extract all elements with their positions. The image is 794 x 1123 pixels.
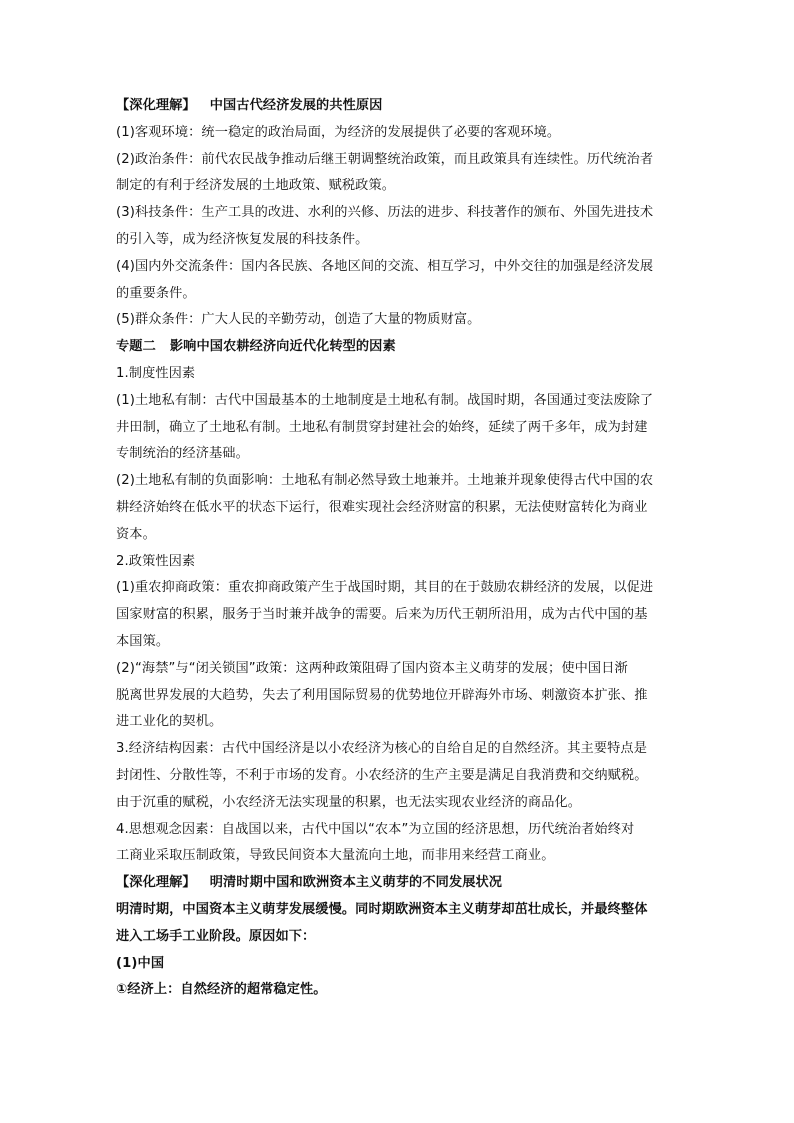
section1-heading (116, 93, 682, 120)
section1-item-3-line-2: 的引入等，成为经济恢复发展的科技条件。 (116, 231, 369, 247)
factor2-item-2-line-3: 进工业化的契机。 (116, 714, 223, 730)
section1-item-2-line-2: 制定的有利于经济发展的土地政策、赋税政策。 (116, 178, 396, 194)
factor3-line-1: 3.经济结构因素：古代中国经济是以小农经济为核心的自给自足的自然经济。其主要特点是 (116, 741, 647, 757)
factor1-item-2-line-3: 资本。 (116, 526, 156, 542)
section2-title: 明清时期中国和欧洲资本主义萌芽的不同发展状况 (209, 875, 503, 891)
factor4-line-2: 工商业采取压制政策，导致民间资本大量流向土地，而非用来经营工商业。 (116, 848, 555, 864)
section2-tag: 【深化理解】 (116, 875, 196, 891)
topic2-label: 专题二 (116, 339, 156, 355)
factor1-item-1-line-2: 井田制，确立了土地私有制。土地私有制贯穿封建社会的始终，延续了两千多年，成为封建 (116, 419, 648, 435)
factor2-item-1-line-2: 国家财富的积累，服务于当时兼并战争的需要。后来为历代王朝所沿用，成为古代中国的基 (116, 607, 648, 623)
factor3-line-2: 封闭性、分散性等，不利于市场的发育。小农经济的生产主要是满足自我消费和交纳赋税。 (116, 767, 648, 783)
section1-item-5: (5)群众条件：广大人民的辛勤劳动，创造了大量的物质财富。 (116, 312, 481, 328)
factor4-line-1: 4.思想观念因素：自战国以来，古代中国以“农本”为立国的经济思想，历代统治者始终对 (116, 821, 635, 837)
factor1-item-2-line-2: 耕经济始终在低水平的状态下运行，很难实现社会经济财富的积累，无法使财富转化为商业 (116, 499, 648, 515)
factor1-item-2-line-1: (2)土地私有制的负面影响：土地私有制必然导致土地兼并。土地兼并现象使得古代中国的农 (116, 473, 654, 489)
factor3-line-3: 由于沉重的赋税，小农经济无法实现量的积累，也无法实现农业经济的商品化。 (116, 794, 582, 810)
document-page (116, 93, 682, 1004)
section1-item-2-line-1: (2)政治条件：前代农民战争推动后继王朝调整统治政策，而且政策具有连续性。历代统治者 (116, 151, 654, 167)
section1-title: 中国古代经济发展的共性原因 (209, 98, 383, 113)
section2-intro-line-1: 明清时期，中国资本主义萌芽发展缓慢。同时期欧洲资本主义萌芽却茁壮成长，并最终整体 (116, 901, 648, 917)
section2-china-heading: (1)中国 (116, 955, 165, 971)
factor2-item-2-line-2: 脱离世界发展的大趋势，失去了利用国际贸易的优势地位开辟海外市场、刺激资本扩张、推 (116, 687, 648, 703)
factor1-item-1-line-1: (1)土地私有制：古代中国最基本的土地制度是土地私有制。战国时期，各国通过变法废除了 (116, 392, 654, 408)
factor1-item-1-line-3: 专制统治的经济基础。 (116, 446, 249, 462)
factor2-item-1-line-3: 本国策。 (116, 633, 170, 649)
section2-china-item-1: ①经济上：自然经济的超常稳定性。 (116, 982, 327, 998)
section1-item-4-line-2: 的重要条件。 (116, 285, 196, 301)
section2-intro-line-2: 进入工场手工业阶段。原因如下： (116, 928, 316, 944)
section1-tag: 【深化理解】 (116, 98, 196, 113)
factor2-item-1-line-1: (1)重农抑商政策：重农抑商政策产生于战国时期，其目的在于鼓励农耕经济的发展，以促进 (116, 580, 654, 596)
factor1-heading: 1.制度性因素 (116, 365, 196, 381)
section1-item-4-line-1: (4)国内外交流条件：国内各民族、各地区间的交流、相互学习，中外交往的加强是经济发展 (116, 258, 654, 274)
factor2-item-2-line-1: (2)“海禁”与“闭关锁国”政策：这两种政策阻碍了国内资本主义萌芽的发展；使中国日渐 (116, 660, 628, 676)
section1-item-1: (1)客观环境：统一稳定的政治局面，为经济的发展提供了必要的客观环境。 (116, 124, 561, 140)
section2-heading (116, 870, 682, 897)
factor2-heading: 2.政策性因素 (116, 553, 196, 569)
topic2-heading (116, 334, 682, 361)
section1-item-3-line-1: (3)科技条件：生产工具的改进、水利的兴修、历法的进步、科技著作的颁布、外国先进技术 (116, 205, 654, 221)
topic2-title: 影响中国农耕经济向近代化转型的因素 (169, 339, 396, 355)
